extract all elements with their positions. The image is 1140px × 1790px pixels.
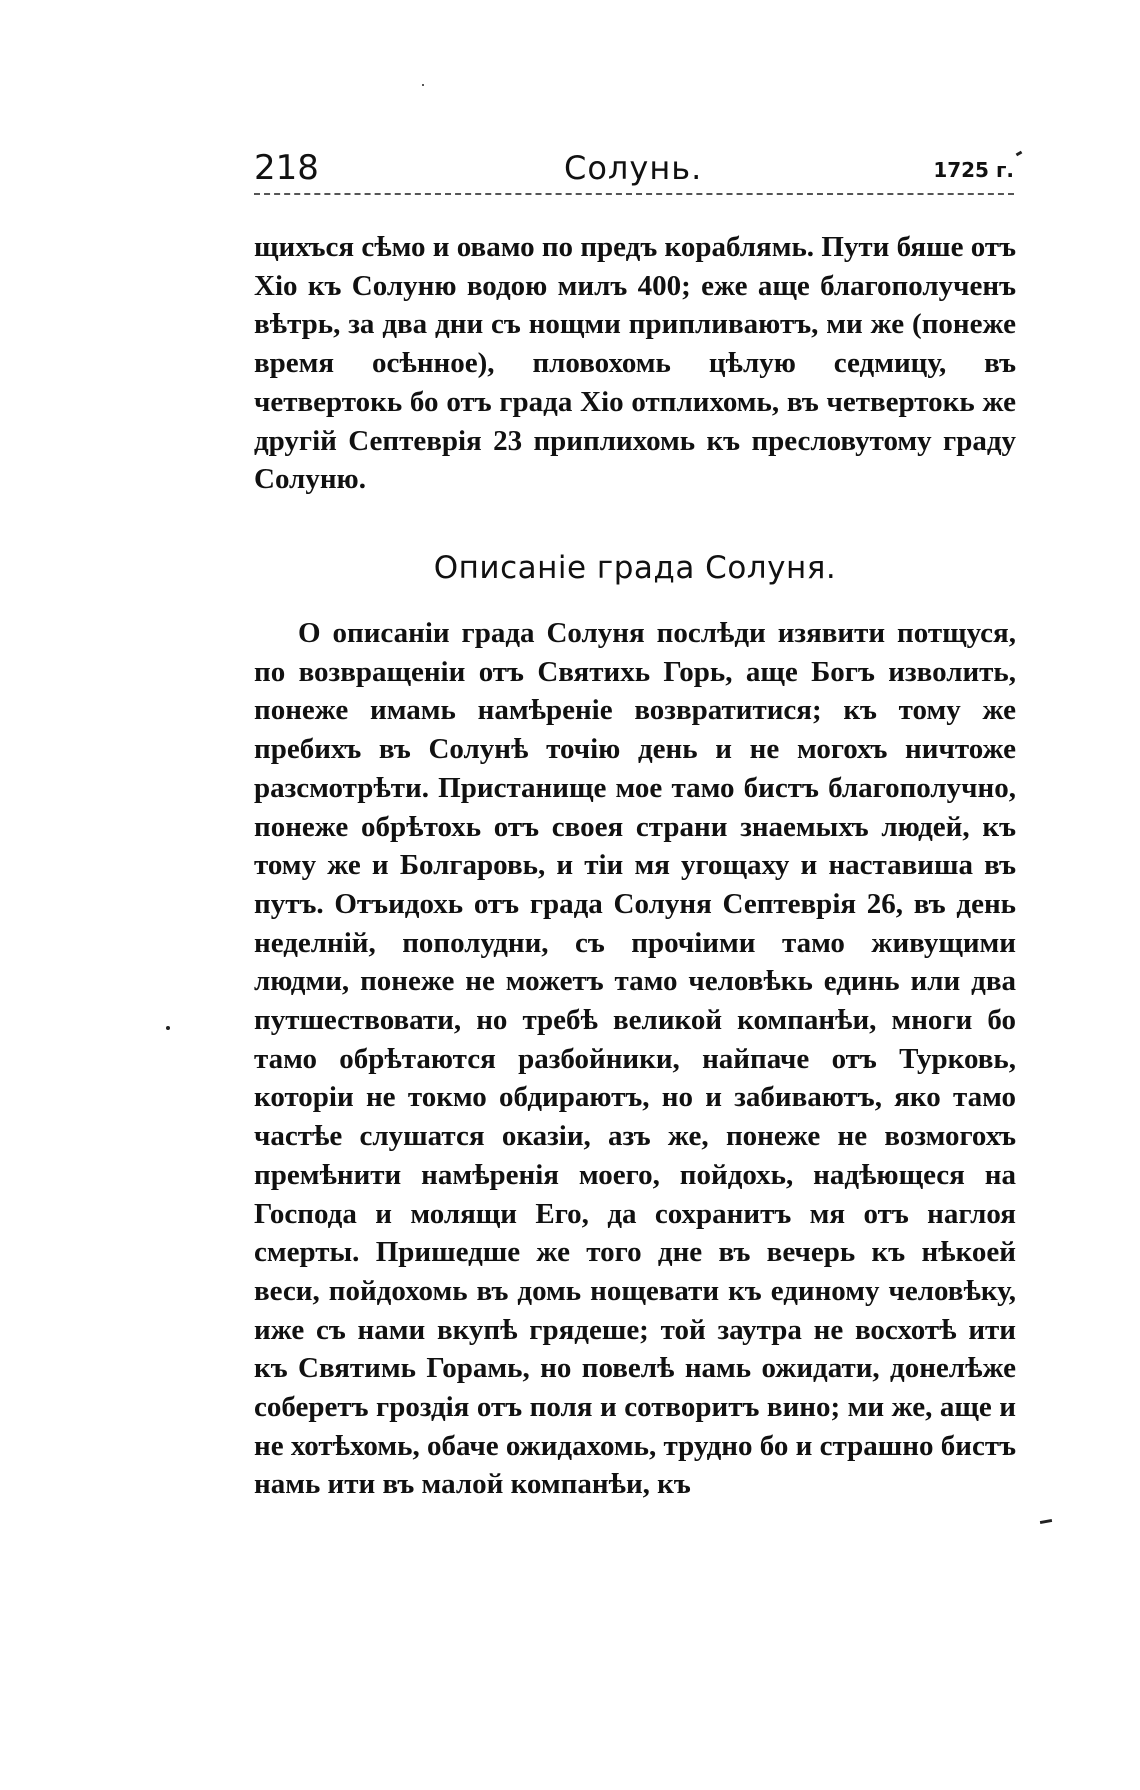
paragraph-description: О описаніи града Солуня послѣди изявити потщуся, по возвращеніи отъ Святихь Горь, аще Богъ изволить, понеже имамь намѣреніе возвратитися; къ тому же пребихъ въ Солунѣ точію день и не могохъ ничтоже разсмотрѣти. Пристанище мое тамо бистъ благополучно, понеже обрѣтохь отъ своея страни знаемыхъ людей, къ тому же и Болгаровь, и тіи мя угощаху и наставиша въ путъ. Отъидохь отъ града Солуня Септеврія 26, въ день неделній, пополудни, съ прочіими тамо живущими людми, понеже не можетъ тамо человѣкь единь или два путшествовати, но требѣ великой компанѣи, многи бо тамо обрѣтаются разбойники, найпаче отъ Турковь, которіи не токмо обдираютъ, но и забиваютъ, яко тамо частѣе слушатся оказіи, азъ же, понеже не возмогохъ премѣнити намѣренія моего, пойдохь, надѣющеся на Господа и молящи Его, да сохранитъ мя отъ наглоя смерты. Пришедше же того дне въ вечерь къ нѣкоей веси, пойдохомь въ домь нощевати къ единому человѣку, иже съ нами вкупѣ грядеше; той заутра не восхотѣ ити къ Святимь Горамь, но повелѣ намь ожидати, донелѣже соберетъ гроздія отъ поля и сотворитъ вино; ми же, аще и не хотѣхомь, обаче ожидахомь, трудно бо и страшно бистъ намь ити въ малой компанѣи, къ [254,617,1016,1501]
scan-speck [422,84,424,86]
scan-speck [1016,151,1023,157]
header-year: 1725 г. [933,158,1014,182]
header-rule [254,193,1014,195]
scan-speck [166,1026,170,1030]
paragraph-continuation: щихъся сѣмо и овамо по предъ кораблямь. Пути бяше отъ Хіо къ Солуню водою милъ 400; еже аще благополученъ вѣтрь, за два дни съ нощми припливаютъ, ми же (понеже время осѣнное), пловохомь цѣлую седмицу, въ четвертокь бо отъ града Хіо отплихомь, въ четвертокь же другій Септеврія 23 приплихомь къ пресловутому граду Солуню. [254,231,1016,496]
section-title: Описаніе града Солуня. [433,550,837,586]
page-header [254,148,1014,196]
page-number: 218 [254,148,319,188]
running-title: Солунь. [564,149,703,187]
scan-speck [1040,1519,1052,1524]
